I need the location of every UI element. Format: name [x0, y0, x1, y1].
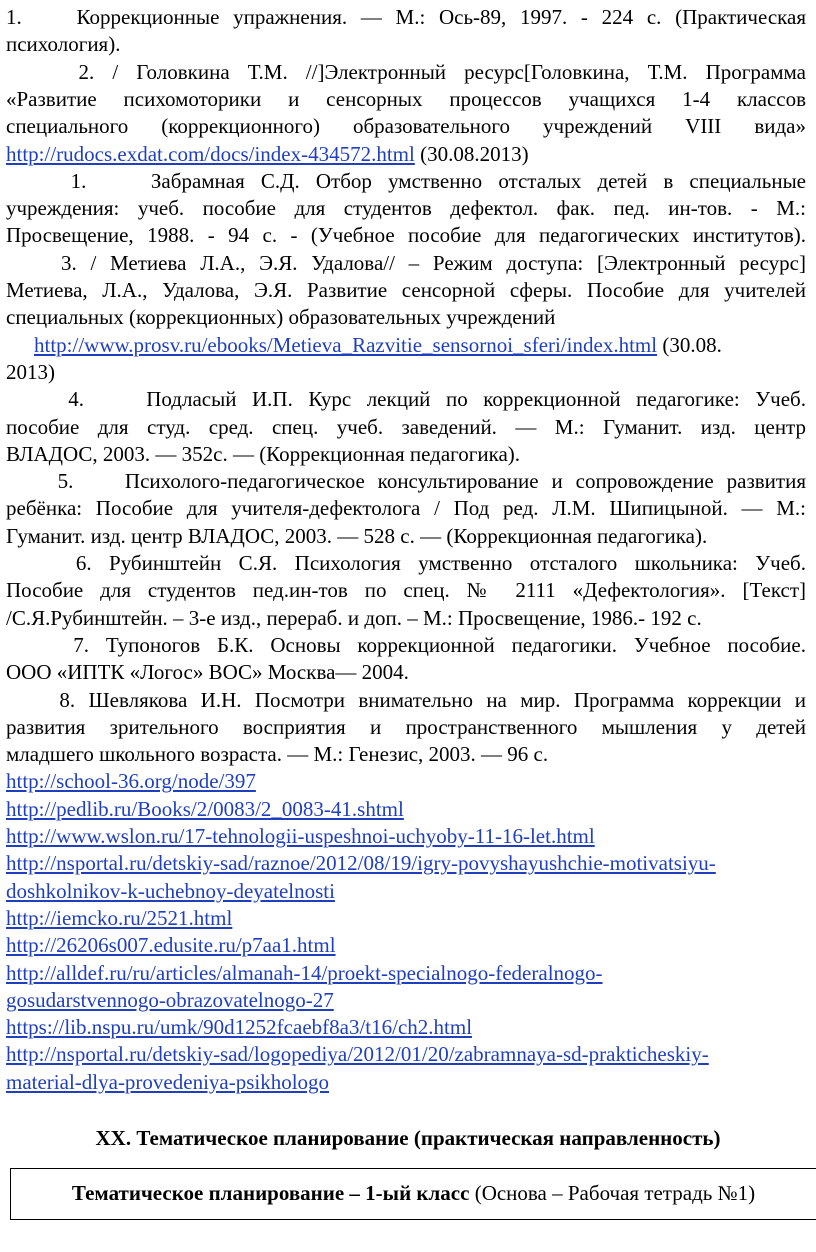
resource-link-line — [6, 905, 816, 931]
resource-link[interactable]: material-dlya-provedeniya-psikhologo — [6, 1069, 330, 1094]
reference-line: младшего школьного возраста. — М.: Генезис, 2003. — 96 с. — [6, 742, 549, 767]
reference-date: (30.08.2013) — [414, 141, 529, 166]
resource-link[interactable]: http://alldef.ru/ru/articles/almanah-14/proekt-specialnogo-federalnogo- — [6, 960, 603, 985]
section-heading: XX. Тематическое планирование (практическая направленность) — [95, 1126, 721, 1150]
reference-line: Просвещение, 1988. - 94 с. - (Учебное пособие для педагогических институтов). — [6, 223, 806, 248]
reference-line — [6, 141, 806, 167]
planning-table — [10, 1168, 816, 1220]
reference-line: 1. Коррекционные упражнения. — М.: Ось-89, 1997. - 224 с. (Практическая — [6, 5, 806, 29]
table-header-cell — [11, 1180, 816, 1206]
resource-link-line — [6, 878, 816, 904]
reference-date: (30.08. — [657, 332, 722, 357]
reference-line — [6, 332, 806, 358]
resource-link[interactable]: http://26206s007.edusite.ru/p7aa1.html — [6, 933, 336, 958]
reference-line: 1. Забрамная С.Д. Отбор умственно отсталых детей в специальные — [6, 168, 806, 193]
resource-link[interactable]: http://iemcko.ru/2521.html — [6, 905, 233, 930]
resource-link-line — [6, 823, 816, 849]
resource-link-line — [6, 1069, 816, 1095]
table-header-bold: Тематическое планирование – 1-ый класс — [71, 1181, 470, 1205]
resource-link[interactable]: https://lib.nspu.ru/umk/90d1252fcaebf8a3/t16/ch2.html — [6, 1015, 473, 1040]
reference-line: развития зрительного восприятия и пространственного мышления у детей — [6, 714, 806, 739]
reference-link[interactable]: http://www.prosv.ru/ebooks/Metieva_Razvitie_sensornoi_sferi/index.html — [34, 332, 658, 357]
resource-link[interactable]: doshkolnikov-k-uchebnoy-deyatelnosti — [6, 878, 335, 903]
resource-link-line — [6, 1014, 816, 1040]
resource-link-line — [6, 850, 816, 876]
reference-line: 4. Подласый И.П. Курс лекций по коррекционной педагогике: Учеб. — [6, 387, 806, 412]
reference-line: 5. Психолого-педагогическое консультирование и сопровождение развития — [6, 469, 806, 494]
reference-line: 2. / Головкина Т.М. //]Электронный ресурс[Головкина, Т.М. Программа — [6, 59, 806, 84]
resource-link[interactable]: http://www.wslon.ru/17-tehnologii-uspeshnoi-uchyoby-11-16-let.html — [6, 824, 595, 848]
reference-line: «Развитие психомоторики и сенсорных процессов учащихся 1-4 классов — [6, 86, 806, 111]
reference-line: специальных (коррекционных) образовательных учреждений — [6, 305, 556, 330]
reference-line: Пособие для студентов пед.ин-тов по спец. № 2111 «Дефектология». [Текст] — [6, 578, 806, 603]
reference-line: 2013) — [6, 359, 55, 384]
reference-line: 8. Шевлякова И.Н. Посмотри внимательно на мир. Программа коррекции и — [6, 687, 806, 712]
reference-link[interactable]: http://rudocs.exdat.com/docs/index-434572.html — [6, 141, 415, 166]
resource-link[interactable]: http://nsportal.ru/detskiy-sad/logopediya/2012/01/20/zabramnaya-sd-prakticheskiy- — [6, 1042, 709, 1067]
reference-line: пособие для студ. сред. спец. учеб. заведений. — М.: Гуманит. изд. центр — [6, 414, 806, 439]
resource-link-line — [6, 960, 816, 986]
reference-line: Гуманит. изд. центр ВЛАДОС, 2003. — 528 с. — (Коррекционная педагогика). — [6, 523, 708, 548]
resource-link[interactable]: http://nsportal.ru/detskiy-sad/raznoe/2012/08/19/igry-povyshayushchie-motivatsiyu- — [6, 851, 716, 876]
reference-line: учреждения: учеб. пособие для студентов дефектол. фак. пед. ин-тов. - М.: — [6, 196, 806, 221]
table-header-note: (Основа – Рабочая тетрадь №1) — [469, 1181, 756, 1205]
resource-link-line — [6, 768, 816, 794]
reference-line: 6. Рубинштейн С.Я. Психология умственно отсталого школьника: Учеб. — [6, 551, 806, 575]
reference-line: ООО «ИПТК «Логос» ВОС» Москва— 2004. — [6, 660, 409, 685]
resource-link-line — [6, 796, 816, 822]
reference-line: /С.Я.Рубинштейн. – 3-е изд., перераб. и доп. – М.: Просвещение, 1986.- 192 с. — [6, 605, 702, 630]
reference-line: психология). — [6, 32, 121, 57]
resource-link[interactable]: gosudarstvennogo-obrazovatelnogo-27 — [6, 987, 334, 1012]
reference-line: ребёнка: Пособие для учителя-дефектолога / Под ред. Л.М. Шипицыной. — М.: — [6, 496, 806, 521]
reference-line: ВЛАДОС, 2003. — 352с. — (Коррекционная педагогика). — [6, 441, 521, 466]
resource-link-line — [6, 932, 816, 958]
resource-link[interactable]: http://pedlib.ru/Books/2/0083/2_0083-41.shtml — [6, 796, 404, 821]
reference-line: Метиева, Л.А., Удалова, Э.Я. Развитие сенсорной сферы. Пособие для учителей — [6, 278, 806, 302]
reference-line: 7. Тупоногов Б.К. Основы коррекционной педагогики. Учебное пособие. — [6, 632, 806, 657]
reference-line: 3. / Метиева Л.А., Э.Я. Удалова// – Режим доступа: [Электронный ресурс] — [6, 250, 806, 275]
resource-link[interactable]: http://school-36.org/node/397 — [6, 769, 256, 794]
resource-link-line — [6, 1041, 816, 1067]
reference-line: специального (коррекционного) образовательного учреждений VIII вида» — [6, 114, 806, 139]
resource-link-line — [6, 987, 816, 1013]
